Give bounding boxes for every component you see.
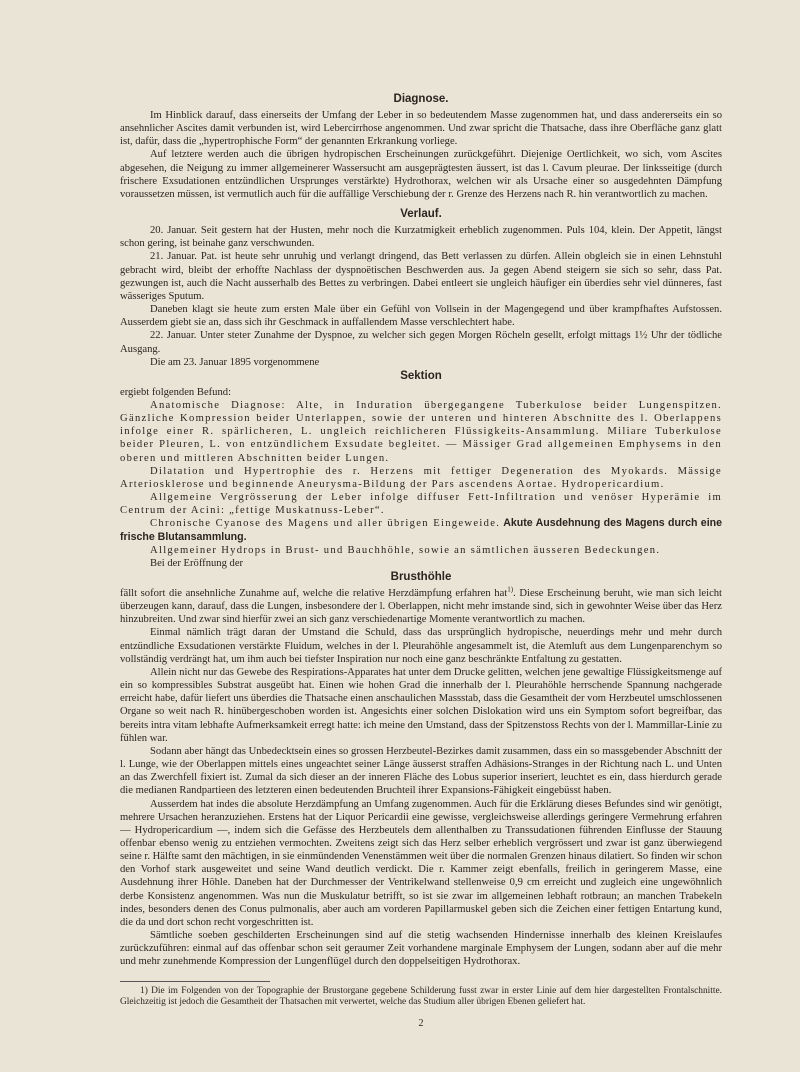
brusthoehle-paragraph-1a: fällt sofort die ansehnliche Zunahme auf, welche die relative Herzdämpfung erfahren hat	[120, 588, 508, 599]
brusthoehle-paragraph-6: Sämtliche soeben geschilderten Erscheinungen sind auf die stetig wachsenden Hindernisse innerhalb des kleinen Kreislaufes zurückzuführen: einmal auf das offenbar schon seit geraumer Zeit vorhandene marginale Emphysem der Lungen, sodann aber auf die mehr und mehr zunehmende Kompression der Lungenflügel durch den doppelseitigen Hydrothorax.	[120, 930, 722, 968]
heading-verlauf: Verlauf.	[400, 208, 442, 221]
sektion-paragraph-5: Allgemeiner Hydrops in Brust- und Bauchhöhle, sowie an sämtlichen äusseren Bedeckungen.	[150, 544, 661, 556]
brusthoehle-paragraph-1b: . Diese Erscheinung beruht, wie man sich leicht überzeugen kann, darauf, dass die Lungen, insbesondere der l. Oberlappen, nicht mehr imstande sind, sich in gewohnter Weise über das Herz hinzubreiten. Und zwar sind hierfür zwei an sich ganz verschiedenartige Momente verantwortlich zu machen.	[120, 588, 723, 626]
heading-diagnose: Diagnose.	[393, 93, 449, 105]
brusthoehle-paragraph-3: Allein nicht nur das Gewebe des Respirations-Apparates hat unter dem Drucke gelitten, welchen jene gewaltige Flüssigkeitsmenge auf ein so kompressibles Substrat ausgeübt hat. Einen wie hohen Grad die innerhalb der l. Pleurahöhle herrschende Spannung nachgerade erreicht habe, dafür liefert uns überdies die Thatsache einen anschaulichen Massstab, dass die Gesamtheit der vom Herzbeutel umschlossenen Organe so weit nach R. hinübergeschoben worden ist. Angesichts einer solchen Dislokation wird uns ein Symptom sofort begreifbar, das bereits intra vitam lebhafte Aufmerksamkeit erregt hatte: ich meine den Umstand, dass der Spitzenstoss Rechts von der l. Mammillar-Linie zu fühlen war.	[120, 666, 722, 744]
sektion-paragraph-4-bold: Akute Ausdehnung des Magens durch eine frische Blutansammlung.	[120, 517, 723, 543]
verlauf-paragraph-3: Daneben klagt sie heute zum ersten Male über ein Gefühl von Vollsein in der Magengegend und über krampfhaftes Aufstossen. Ausserdem giebt sie an, dass sich ihr Geschmack in auffallendem Masse verschlechtert habe.	[120, 304, 722, 329]
verlauf-paragraph-4: 22. Januar. Unter steter Zunahme der Dyspnoe, zu welcher sich gegen Morgen Röcheln gesellt, erfolgt mittags 1½ Uhr der tödliche Ausgang.	[120, 330, 722, 355]
heading-sektion: Sektion	[400, 369, 442, 382]
sektion-paragraph-3: Allgemeine Vergrösserung der Leber infolge diffuser Fett-Infiltration und venöser Hyperämie im Centrum der Acini: „fettige Muskatnuss-Leber“.	[120, 492, 722, 517]
heading-brusthoehle: Brusthöhle	[390, 571, 452, 583]
brusthoehle-paragraph-2: Einmal nämlich trägt daran der Umstand die Schuld, dass das ursprünglich hydropische, neuerdings mehr und mehr durch entzündliche Exsudationen verstärkte Fluidum, welches in der l. Pleurahöhle angesammelt ist, die Atemluft aus dem Lungenparenchym so vollständig verdrängt hat, um ihm auch bei tiefster Inspiration nur noch eine ganz beschränkte Entfaltung zu gestatten.	[120, 627, 722, 665]
footnote-divider	[120, 981, 270, 982]
sektion-paragraph-1: Anatomische Diagnose: Alte, in Induration übergegangene Tuberkulose beider Lungenspitzen. Gänzliche Kompression beider Unterlappen, sowie der unteren und hinteren Abschnitte des l. Oberlappens infolge einer R. spärlicheren, L. ungleich reichlicheren Flüssigkeits-Ansammlung. Miliare Tuberkulose beider Pleuren, L. von entzündlichem Exsudate begleitet. — Mässiger Grad allgemeinen Emphysems in den oberen und mittleren Abschnitten beider Lungen.	[120, 399, 722, 464]
diagnose-paragraph-2: Auf letztere werden auch die übrigen hydropischen Erscheinungen zurückgeführt. Diejenige Oertlichkeit, wo sich, vom Ascites abgesehen, die Neigung zu immer allgemeinerer Wassersucht am ausgeprägtesten äussert, ist das l. Cavum pleurae. Der linksseitige (durch frischere Exsudationen entzündlichen Ursprunges verstärkte) Hydrothorax, welchen wir als Ursache einer so ausgedehnten Dämpfung voraussetzen müssen, ist vermutlich auch für die auffällige Verschiebung der r. Grenze des Herzens nach R. hin verantwortlich zu machen.	[120, 149, 722, 200]
sektion-paragraph-4-spaced: Chronische Cyanose des Magens und aller übrigen Eingeweide.	[150, 518, 501, 530]
verlauf-paragraph-5: Die am 23. Januar 1895 vorgenommene	[150, 356, 320, 368]
brusthoehle-paragraph-1	[120, 587, 722, 626]
sektion-paragraph-6: Bei der Eröffnung der	[150, 557, 244, 569]
verlauf-paragraph-1: 20. Januar. Seit gestern hat der Husten, mehr noch die Kurzatmigkeit erheblich zugenommen. Puls 104, klein. Der Appetit, längst schon gering, ist beinahe ganz verschwunden.	[120, 225, 722, 250]
footnote: 1) Die im Folgenden von der Topographie der Brustorgane gegebene Schilderung fusst zwar in erster Linie auf dem hier dargestellten Frontalschnitte. Gleichzeitig ist jedoch die Gesamtheit der Thatsachen mit verwertet, welche das Studium aller übrigen Ebenen geliefert hat.	[120, 985, 722, 1008]
verlauf-paragraph-2: 21. Januar. Pat. ist heute sehr unruhig und verlangt dringend, das Bett verlassen zu dürfen. Allein obgleich sie in einen Lehnstuhl gebracht wird, bleibt der erhoffte Nachlass der dyspnoëtischen Beschwerden aus. Ja gegen Abend steigern sie sich so sehr, dass Pat. gezwungen ist, auch die Nacht ausserhalb des Bettes zu verbringen. Dabei entleert sie ungleich häufiger ein überdies sehr viel dünneres, fast wässeriges Sputum.	[120, 251, 722, 302]
sektion-paragraph-4	[120, 517, 722, 543]
sektion-paragraph-2: Dilatation und Hypertrophie des r. Herzens mit fettiger Degeneration des Myokards. Mässige Arteriosklerose und beginnende Aneurysma-Bildung der Pars ascendens Aortae. Hydropericardium.	[120, 465, 722, 490]
footnote-marker: 1)	[507, 585, 514, 594]
sektion-intro: ergiebt folgenden Befund:	[120, 386, 232, 398]
page-number: 2	[418, 1017, 424, 1029]
brusthoehle-paragraph-4: Sodann aber hängt das Unbedecktsein eines so grossen Herzbeutel-Bezirkes damit zusammen, dass ein so massgebender Abschnitt der l. Lunge, wie der Oberlappen mittels eines ungeachtet seiner Länge äusserst straffen Adhäsions-Stranges in der Richtung nach L. und Unten an das Zwerchfell fixiert ist. Zumal da sich dieser an der inneren Fläche des Lobus superior inseriert, leuchtet es ein, dass hierdurch gerade die medianen Randpartieen des letzteren einen bedeutenden Bruchteil ihrer Expansions-Fähigkeit eingebüsst haben.	[120, 745, 722, 797]
brusthoehle-paragraph-5: Ausserdem hat indes die absolute Herzdämpfung an Umfang zugenommen. Auch für die Erklärung dieses Befundes sind wir genötigt, mehrere Ursachen heranzuziehen. Erstens hat der Liquor Pericardii eine gewisse, vergleichsweise allerdings geringere Vermehrung erfahren — Hydropericardium —, indem sich die Gefässe des Herzbeutels dem allenthalben zu Transsudationen führenden Einflusse der Stauung offenbar ebenso wenig zu entziehen vermochten. Zweitens zeigt sich das Herz selber erheblich vergrössert und zwar ist ganz überwiegend seine r. Hälfte samt den mächtigen, in sie einmündenden Venenstämmen weit über die normalen Grenzen hinaus dilatiert. So finden wir schon den Vorhof stark ausgeweitet und seine Wand deutlich verdickt. Die r. Kammer zeigt ebenfalls, freilich in geringerem Masse, eine Ausdehnung ihrer Höhle. Daneben hat der Durchmesser der Ventrikelwand stellenweise 0,9 cm erreicht und zugleich eine ungewöhnlich derbe Konsistenz angenommen. Was nun die Muskulatur betrifft, so ist sie zwar im allgemeinen lebhaft rotbraun; an manchen Trabekeln indes, besonders denen des Conus pulmonalis, aber auch am vorderen Papillarmuskel geben sich die Zeichen einer fettigen Entartung kund, die da und dort schon recht vorgeschritten ist.	[120, 798, 723, 928]
diagnose-paragraph-1: Im Hinblick darauf, dass einerseits der Umfang der Leber in so bedeutendem Masse zugenommen hat, und dass andererseits ein so ansehnlicher Ascites damit verbunden ist, wird Lebercirrhose angenommen. Und zwar spricht die Thatsache, dass ihre Oberfläche ganz glatt ist, dafür, dass die „hypertrophische Form“ der genannten Erkrankung vorliege.	[120, 110, 722, 148]
